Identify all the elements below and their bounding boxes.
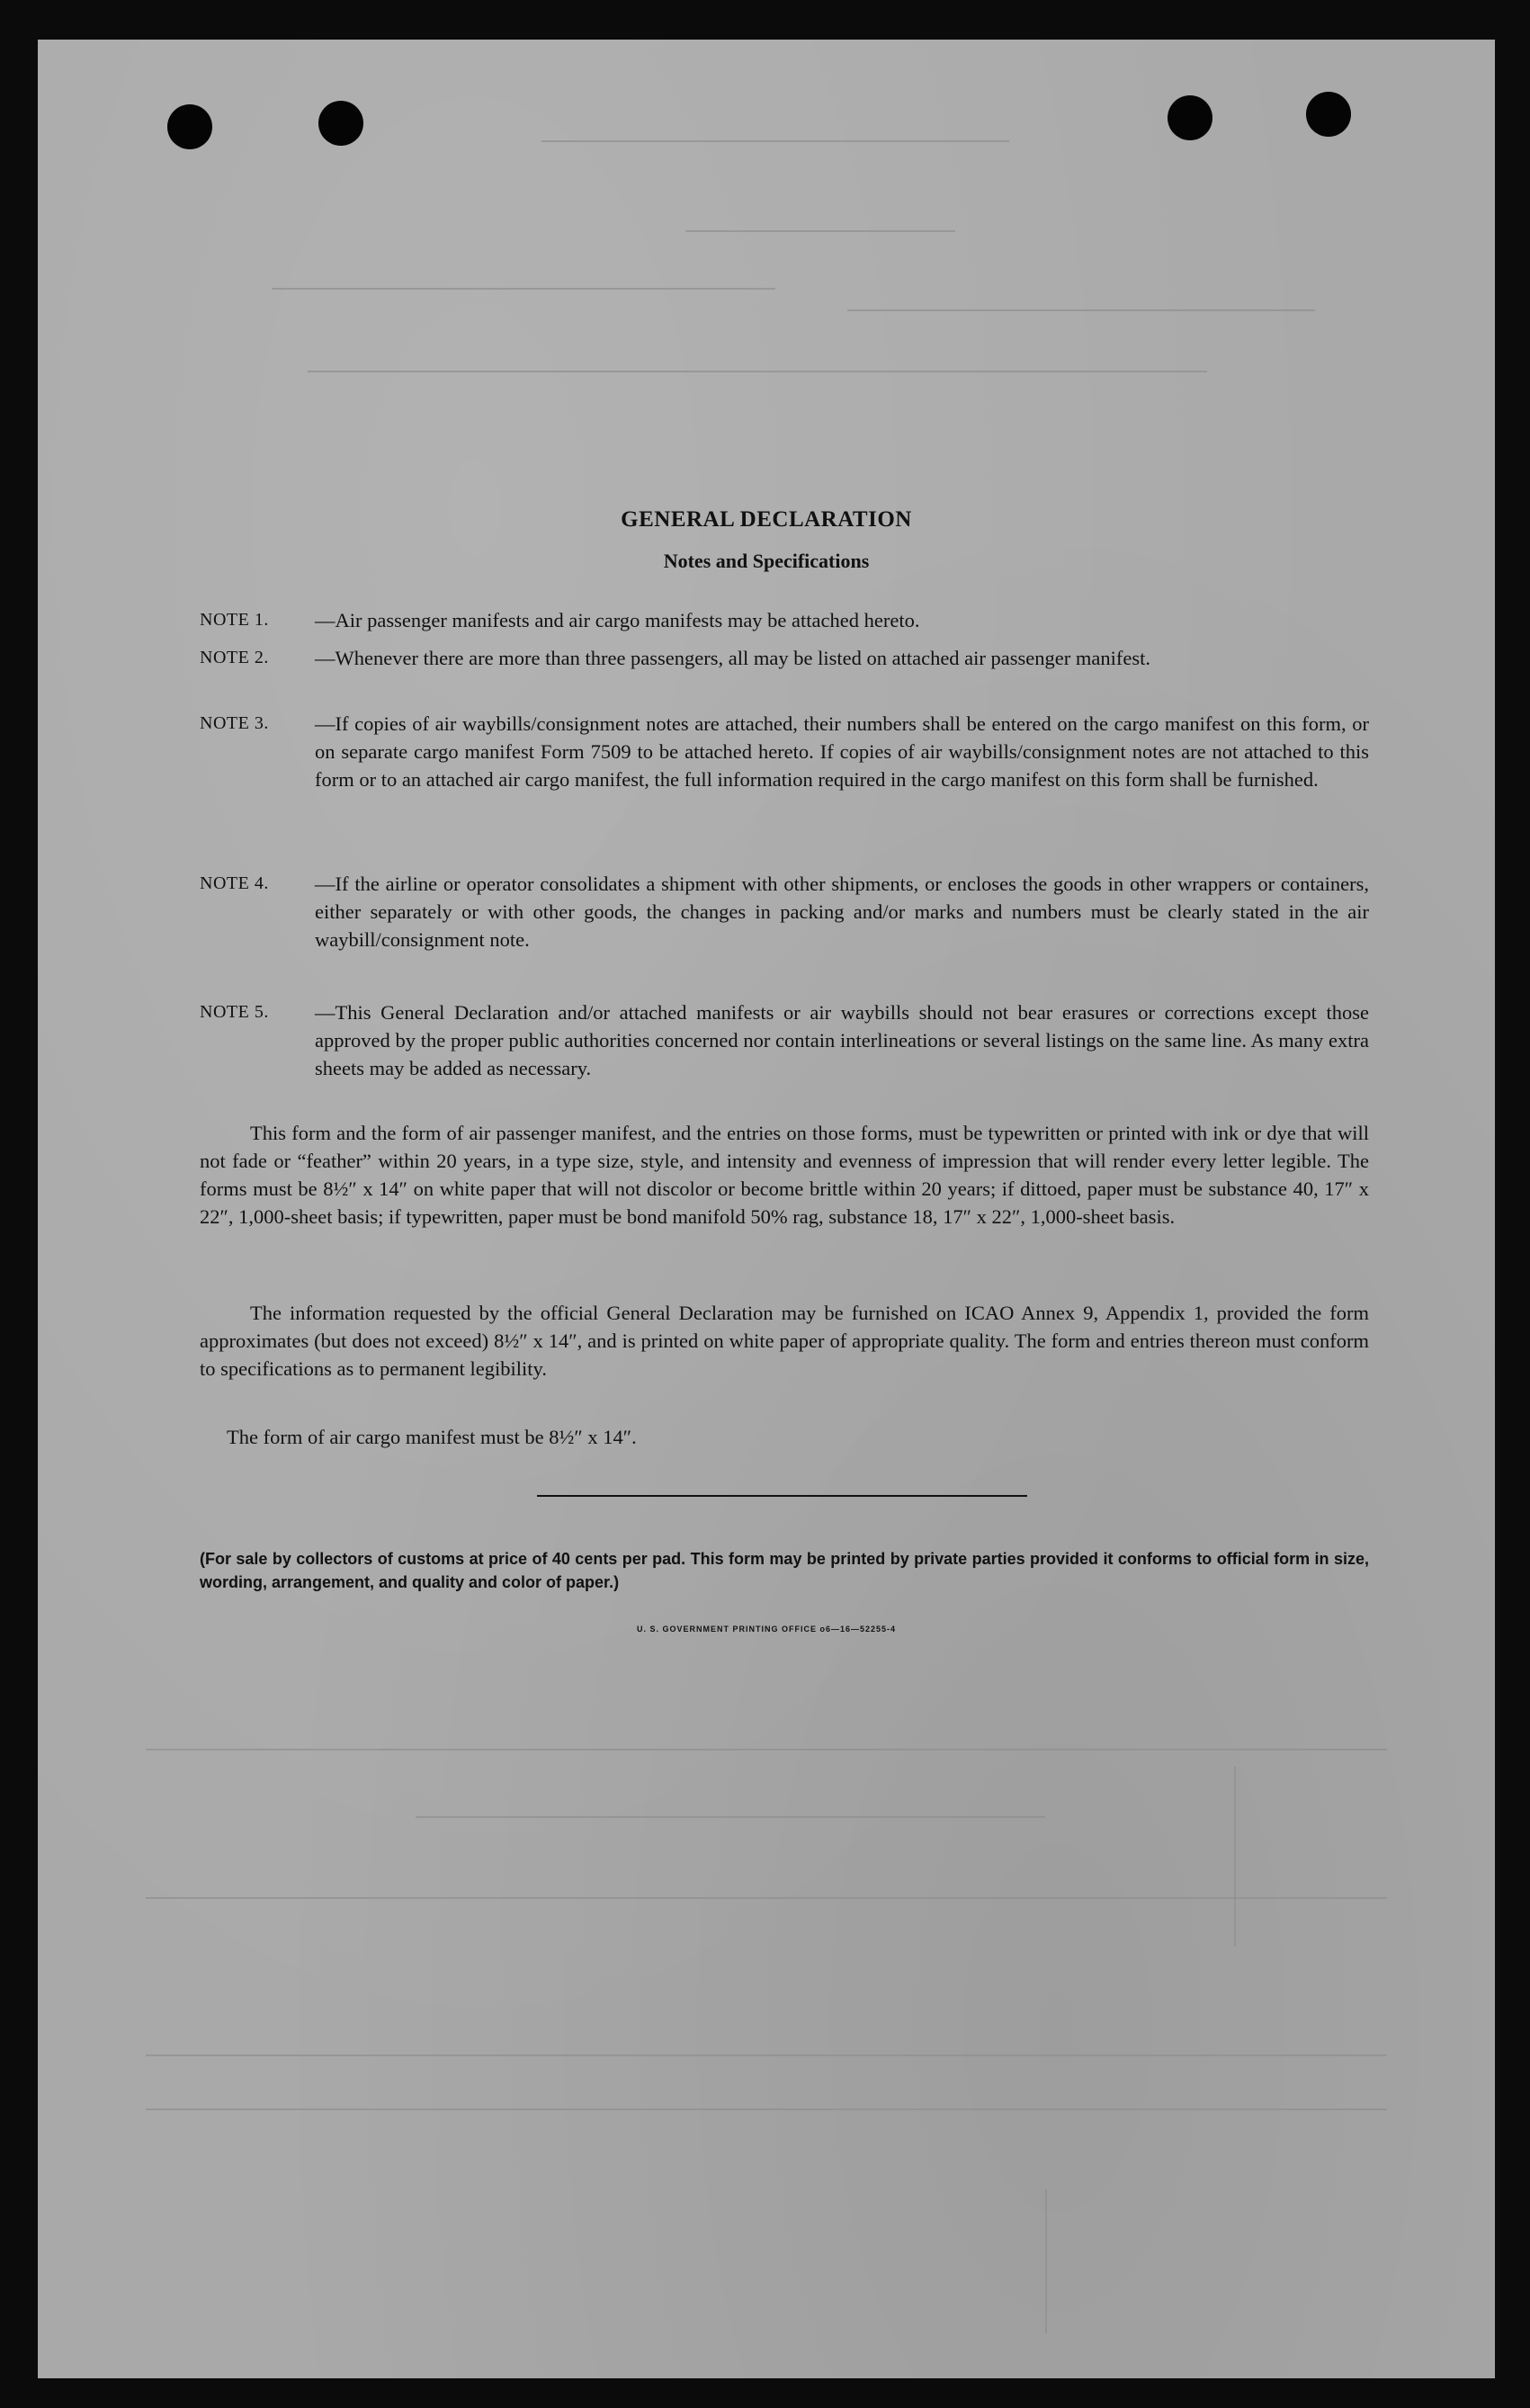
punch-hole-left-2 bbox=[318, 101, 363, 146]
sale-notice: (For sale by collectors of customs at price of 40 cents per pad. This form may be printed by private parties provided it conforms to official form in size, wording, arrangement, and quality and color of paper.) bbox=[200, 1550, 1369, 1591]
icao-paragraph: The information requested by the official General Declaration may be furnished on ICAO Annex 9, Appendix 1, provided the form approximates (but does not exceed) 8½″ x 14″, and is printed on white paper of appropriate quality. The form and entries thereon must conform to specifications as to permanent legibility. bbox=[200, 1302, 1369, 1380]
form-spec-paragraph: This form and the form of air passenger manifest, and the entries on those forms, must be typewritten or printed with ink or dye that will not fade or “feather” within 20 years, in a type size, style, and intensity and evenness of impression that will render every letter legible. The forms must be 8½″ x 14″ on white paper that will not discolor or become brittle within 20 years; if dittoed, paper must be substance 40, 17″ x 22″, 1,000-sheet basis; if typewritten, paper must be bond manifold 50% rag, substance 18, 17″ x 22″, 1,000-sheet basis. bbox=[200, 1122, 1369, 1228]
note-label: NOTE 5. bbox=[200, 1002, 269, 1022]
note-label: NOTE 4. bbox=[200, 873, 269, 893]
page-title: GENERAL DECLARATION bbox=[621, 507, 912, 532]
punch-hole-right-2 bbox=[1306, 92, 1351, 137]
note-label: NOTE 2. bbox=[200, 648, 269, 667]
punch-hole-left-1 bbox=[167, 104, 212, 149]
note-text: —If copies of air waybills/consignment notes are attached, their numbers shall be entered on the cargo manifest on this form, or on separate cargo manifest Form 7509 to be attached hereto. If copies of air waybills/consignment notes are not attached to this form or to an attached air cargo manifest, the full information required in the cargo manifest on this form shall be furnished. bbox=[315, 712, 1369, 791]
page-subtitle: Notes and Specifications bbox=[663, 550, 870, 572]
note-label: NOTE 1. bbox=[200, 610, 269, 630]
document-page bbox=[38, 40, 1495, 2378]
note-label: NOTE 3. bbox=[200, 713, 269, 733]
punch-hole-right-1 bbox=[1168, 95, 1212, 140]
signature-line bbox=[537, 1495, 1027, 1497]
note-text: —If the airline or operator consolidates a shipment with other shipments, or encloses the goods in other wrappers or containers, either separately or with other goods, the changes in packing and/or marks and numbers must be clearly stated in the air waybill/consignment note. bbox=[315, 873, 1369, 951]
note-text: —Air passenger manifests and air cargo manifests may be attached hereto. bbox=[315, 609, 920, 631]
cargo-manifest-paragraph: The form of air cargo manifest must be 8½″ x 14″. bbox=[227, 1426, 637, 1448]
printing-office-imprint: U. S. GOVERNMENT PRINTING OFFICE o6—16—52255-4 bbox=[636, 1625, 897, 1634]
note-text: —Whenever there are more than three passengers, all may be listed on attached air passenger manifest. bbox=[315, 647, 1150, 669]
note-text: —This General Declaration and/or attached manifests or air waybills should not bear erasures or corrections except those approved by the proper public authorities concerned nor contain interlineations or several listings on the same line. As many extra sheets may be added as necessary. bbox=[315, 1001, 1369, 1079]
